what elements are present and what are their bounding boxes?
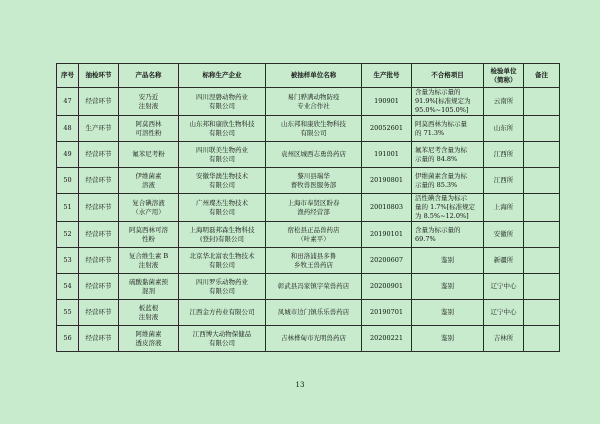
table-row [57, 142, 560, 168]
failed-item-cell: 阿莫西林为标示量 的 71.3% [412, 116, 484, 142]
col-sampling-stage-header: 抽检环节 [79, 64, 119, 88]
serial-no-cell: 48 [57, 116, 79, 142]
testing-unit-cell: 辽宁中心 [484, 274, 524, 300]
failed-item-cell: 氟苯尼考含量为标 示量的 84.8% [412, 142, 484, 168]
batch-no-cell: 20200901 [362, 274, 412, 300]
sampling-stage-cell: 经营环节 [79, 168, 119, 194]
serial-no-cell: 54 [57, 274, 79, 300]
serial-no-cell: 53 [57, 248, 79, 274]
remarks-cell [524, 88, 560, 116]
table-row [57, 116, 560, 142]
manufacturer-cell: 山东邦和康欣生物科技 有限公司 [179, 116, 266, 142]
col-serial-no-header: 序号 [57, 64, 79, 88]
batch-no-cell: 20200221 [362, 326, 412, 352]
testing-unit-cell: 辽宁中心 [484, 300, 524, 326]
sampled-unit-cell: 宿松县正品兽药店 （叶素平） [266, 222, 362, 248]
testing-unit-cell: 安徽所 [484, 222, 524, 248]
product-name-cell: 阿莫西林可溶 性粉 [119, 222, 179, 248]
table-row [57, 300, 560, 326]
product-name-cell: 复合维生素 B 注射液 [119, 248, 179, 274]
failed-item-cell: 鉴别 [412, 326, 484, 352]
testing-unit-cell: 吉林所 [484, 326, 524, 352]
failed-item-cell: 含量为标示量的 91.9%[标准规定为 95.0%~105.0%] [412, 88, 484, 116]
table-row [57, 194, 560, 222]
col-remarks-header: 备注 [524, 64, 560, 88]
sampling-stage-cell: 经营环节 [79, 194, 119, 222]
col-testing-unit-header: 检验单位（简称） [484, 64, 524, 88]
serial-no-cell: 50 [57, 168, 79, 194]
col-failed-item-header: 不合格项目 [412, 64, 484, 88]
manufacturer-cell: 上海明磊邦森生物科技 (登封)有限公司 [179, 222, 266, 248]
product-name-cell: 板蓝根 注射液 [119, 300, 179, 326]
table-header-row [57, 64, 560, 88]
sampling-stage-cell: 经营环节 [79, 142, 119, 168]
sampled-unit-cell: 吉林桦甸市光明兽药店 [266, 326, 362, 352]
table-row [57, 274, 560, 300]
table-row [57, 326, 560, 352]
remarks-cell [524, 116, 560, 142]
col-sampled-unit-header: 被抽样单位名称 [266, 64, 362, 88]
testing-unit-cell: 山东所 [484, 116, 524, 142]
inspection-results-table-wrapper [56, 63, 559, 352]
sampled-unit-cell: 凤城市边门镇乐乐兽药店 [266, 300, 362, 326]
failed-item-cell: 活性碘含量为标示 量的 1.7%[标准规定 为 8.5%~12.0%] [412, 194, 484, 222]
sampled-unit-cell: 易门骅满动物防疫 专业合作社 [266, 88, 362, 116]
remarks-cell [524, 222, 560, 248]
sampling-stage-cell: 经营环节 [79, 222, 119, 248]
col-manufacturer-header: 标称生产企业 [179, 64, 266, 88]
testing-unit-cell: 江西所 [484, 168, 524, 194]
batch-no-cell: 190901 [362, 88, 412, 116]
product-name-cell: 氟苯尼考粉 [119, 142, 179, 168]
manufacturer-cell: 安徽华澳生物技术 有限公司 [179, 168, 266, 194]
table-row [57, 88, 560, 116]
sampling-stage-cell: 经营环节 [79, 326, 119, 352]
remarks-cell [524, 142, 560, 168]
testing-unit-cell: 云南所 [484, 88, 524, 116]
sampling-stage-cell: 经营环节 [79, 248, 119, 274]
product-name-cell: 阿维菌素 透皮溶液 [119, 326, 179, 352]
serial-no-cell: 47 [57, 88, 79, 116]
remarks-cell [524, 300, 560, 326]
col-batch-no-header: 生产批号 [362, 64, 412, 88]
table-row [57, 222, 560, 248]
sampled-unit-cell: 山东邦和康欣生物科技 有限公司 [266, 116, 362, 142]
table-row [57, 168, 560, 194]
product-name-cell: 安乃近 注射液 [119, 88, 179, 116]
batch-no-cell: 20190701 [362, 300, 412, 326]
remarks-cell [524, 168, 560, 194]
batch-no-cell: 191001 [362, 142, 412, 168]
serial-no-cell: 56 [57, 326, 79, 352]
failed-item-cell: 鉴别 [412, 248, 484, 274]
failed-item-cell: 含量为标示量的 69.7% [412, 222, 484, 248]
remarks-cell [524, 194, 560, 222]
batch-no-cell: 20190801 [362, 168, 412, 194]
sampled-unit-cell: 袁州区城西志勇兽药店 [266, 142, 362, 168]
manufacturer-cell: 四川罗乐动物药业 有限公司 [179, 274, 266, 300]
manufacturer-cell: 四川联美生物药业 有限公司 [179, 142, 266, 168]
table-body [57, 88, 560, 352]
batch-no-cell: 20200607 [362, 248, 412, 274]
manufacturer-cell: 江西金方药业有限公司 [179, 300, 266, 326]
sampled-unit-cell: 和田洛浦县多鲁 乡牧王兽药店 [266, 248, 362, 274]
sampling-stage-cell: 经营环节 [79, 274, 119, 300]
product-name-cell: 硫酸黏菌素预 混剂 [119, 274, 179, 300]
failed-item-cell: 伊维菌素含量为标 示量的 85.3% [412, 168, 484, 194]
sampling-stage-cell: 生产环节 [79, 116, 119, 142]
batch-no-cell: 20010803 [362, 194, 412, 222]
remarks-cell [524, 248, 560, 274]
batch-no-cell: 20052601 [362, 116, 412, 142]
product-name-cell: 伊维菌素 溶液 [119, 168, 179, 194]
page-number: 13 [295, 381, 305, 389]
serial-no-cell: 55 [57, 300, 79, 326]
inspection-results-table [56, 63, 560, 352]
product-name-cell: 复合碘溶液 （水产用） [119, 194, 179, 222]
failed-item-cell: 鉴别 [412, 300, 484, 326]
manufacturer-cell: 北京华北富农生物技术 有限公司 [179, 248, 266, 274]
testing-unit-cell: 新疆所 [484, 248, 524, 274]
product-name-cell: 阿莫西林 可溶性粉 [119, 116, 179, 142]
testing-unit-cell: 江西所 [484, 142, 524, 168]
manufacturer-cell: 四川涅磐动物药业 有限公司 [179, 88, 266, 116]
serial-no-cell: 51 [57, 194, 79, 222]
testing-unit-cell: 上海所 [484, 194, 524, 222]
col-product-name-header: 产品名称 [119, 64, 179, 88]
sampling-stage-cell: 经营环节 [79, 300, 119, 326]
sampled-unit-cell: 黎川县瑞华 畜牧兽医服务部 [266, 168, 362, 194]
manufacturer-cell: 江西博大动物保健品 有限公司 [179, 326, 266, 352]
remarks-cell [524, 326, 560, 352]
failed-item-cell: 鉴别 [412, 274, 484, 300]
batch-no-cell: 20190101 [362, 222, 412, 248]
manufacturer-cell: 广州璨杰生物技术 有限公司 [179, 194, 266, 222]
sampling-stage-cell: 经营环节 [79, 88, 119, 116]
table-row [57, 248, 560, 274]
serial-no-cell: 52 [57, 222, 79, 248]
sampled-unit-cell: 彰武县冯家镇宇荣兽药店 [266, 274, 362, 300]
sampled-unit-cell: 上海市奉贤区盼春 渔药经营部 [266, 194, 362, 222]
remarks-cell [524, 274, 560, 300]
serial-no-cell: 49 [57, 142, 79, 168]
